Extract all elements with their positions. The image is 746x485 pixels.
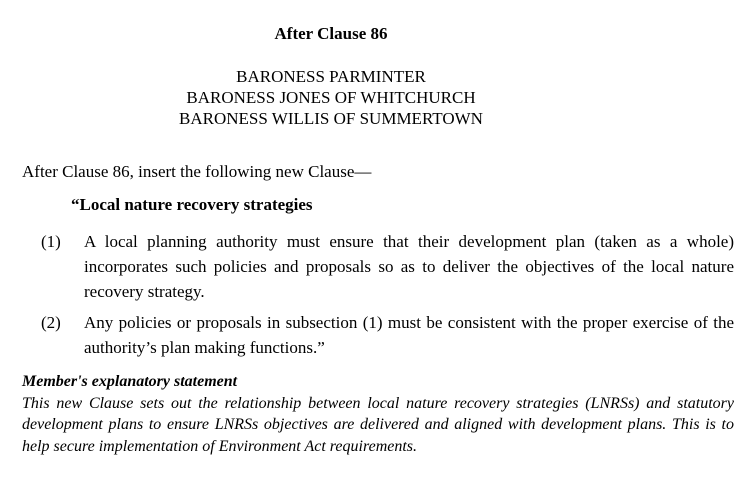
explanatory-statement-title: Member's explanatory statement <box>22 373 238 390</box>
subsection-number: (2) <box>41 313 61 332</box>
sponsor-name: BARONESS WILLIS OF SUMMERTOWN <box>179 109 483 128</box>
sponsor-name: BARONESS JONES OF WHITCHURCH <box>186 88 476 107</box>
subsection-text: Any policies or proposals in subsection (1) must be consistent with the proper exercise of the authority’s plan making functions.” <box>84 313 734 357</box>
explanatory-statement-body: This new Clause sets out the relationship between local nature recovery strategies (LNRSs) and statutory development plans to ensure LNRSs objectives are delivered and aligned with development plans. This is to help secure implementation of Environment Act requirements. <box>22 394 734 455</box>
subsection-number: (1) <box>41 232 61 251</box>
amendment-heading: After Clause 86 <box>274 24 388 43</box>
explanatory-statement <box>22 371 734 457</box>
subsection-text: A local planning authority must ensure that their development plan (taken as a whole) incorporates such policies and proposals so as to deliver the objectives of the local nature recovery strategy. <box>84 232 734 301</box>
sponsor-name: BARONESS PARMINTER <box>236 67 426 86</box>
subsection <box>22 229 734 304</box>
subsection <box>22 310 734 360</box>
sponsor-list <box>0 66 662 129</box>
amendment-instruction: After Clause 86, insert the following new Clause— <box>22 162 372 181</box>
new-clause-title: “Local nature recovery strategies <box>71 195 313 214</box>
